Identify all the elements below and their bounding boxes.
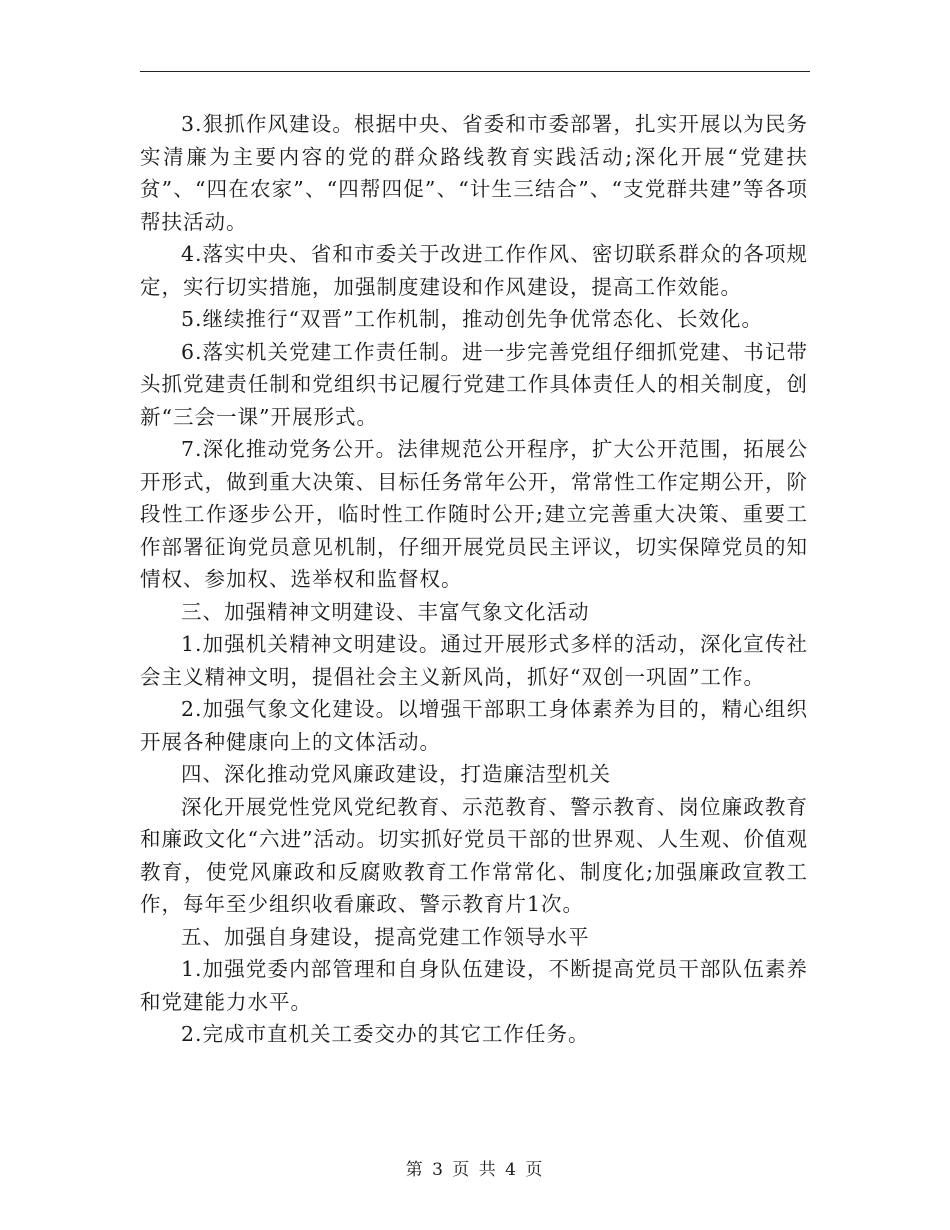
paragraph: 7.深化推动党务公开。法律规范公开程序，扩大公开范围，拓展公开形式，做到重大决策、目标任务常年公开，常常性工作定期公开，阶段性工作逐步公开，临时性工作随时公开;建立完善重大决策、重要工作部署征询党员意见机制，仔细开展党员民主评议，切实保障党员的知情权、参加权、选举权和监督权。 — [140, 437, 808, 591]
document-body — [140, 108, 808, 1051]
section-heading: 三、加强精神文明建设、丰富气象文化活动 — [181, 599, 590, 624]
paragraph: 2.加强气象文化建设。以增强干部职工身体素养为目的，精心组织开展各种健康向上的文体活动。 — [140, 697, 808, 754]
section-heading: 五、加强自身建设，提高党建工作领导水平 — [181, 924, 590, 949]
paragraph: 4.落实中央、省和市委关于改进工作作风、密切联系群众的各项规定，实行切实措施，加强制度建设和作风建设，提高工作效能。 — [140, 242, 808, 299]
section-heading: 四、深化推动党风廉政建设，打造廉洁型机关 — [181, 762, 611, 786]
paragraph: 1.加强机关精神文明建设。通过开展形式多样的活动，深化宣传社会主义精神文明，提倡社会主义新风尚，抓好“双创一巩固”工作。 — [140, 632, 808, 689]
page-number-footer: 第 3 页 共 4 页 — [405, 1160, 545, 1180]
paragraph: 5.继续推行“双晋”工作机制，推动创先争优常态化、长效化。 — [181, 307, 764, 331]
paragraph: 3.狠抓作风建设。根据中央、省委和市委部署，扎实开展以为民务实清廉为主要内容的党的群众路线教育实践活动;深化开展“党建扶贫”、“四在农家”、“四帮四促”、“计生三结合”、“支党群共建”等各项帮扶活动。 — [140, 112, 808, 234]
paragraph: 2.完成市直机关工委交办的其它工作任务。 — [181, 1022, 590, 1046]
paragraph: 1.加强党委内部管理和自身队伍建设，不断提高党员干部队伍素养和党建能力水平。 — [140, 957, 808, 1014]
paragraph: 深化开展党性党风党纪教育、示范教育、警示教育、岗位廉政教育和廉政文化“六进”活动。切实抓好党员干部的世界观、人生观、价值观教育，使党风廉政和反腐败教育工作常常化、制度化;加强廉政宣教工作，每年至少组织收看廉政、警示教育片1次。 — [140, 794, 808, 916]
header-rule — [140, 71, 810, 72]
paragraph: 6.落实机关党建工作责任制。进一步完善党组仔细抓党建、书记带头抓党建责任制和党组织书记履行党建工作具体责任人的相关制度，创新“三会一课”开展形式。 — [140, 339, 808, 429]
